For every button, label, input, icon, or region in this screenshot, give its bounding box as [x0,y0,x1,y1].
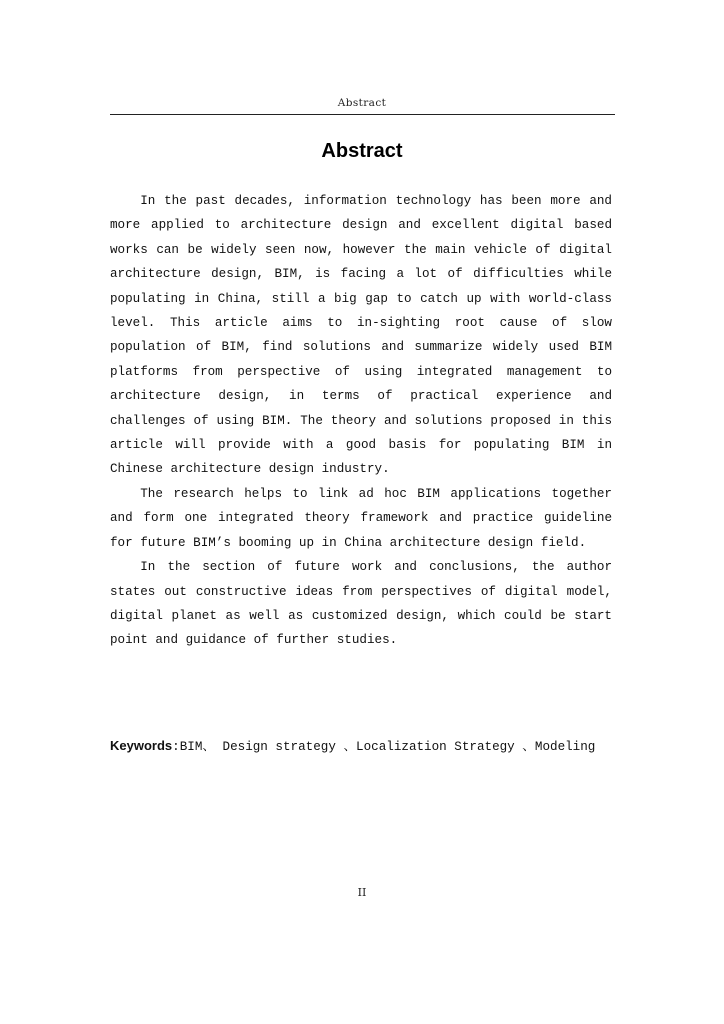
abstract-body [110,189,612,653]
header-rule [110,114,615,115]
abstract-paragraph-1: In the past decades, information technology has been more and more applied to architecture design and excellent digital based works can be widely seen now, however the main vehicle of digital architecture design, BIM, is facing a lot of difficulties while populating in China, still a big gap to catch up with world-class level. This article aims to in-sighting root cause of slow population of BIM, find solutions and summarize widely used BIM platforms from perspective of using integrated management to architecture design, in terms of practical experience and challenges of using BIM. The theory and solutions proposed in this article will provide with a good basis for populating BIM in Chinese architecture design industry. [110,194,612,477]
abstract-paragraph-2: The research helps to link ad hoc BIM applications together and form one integrated theory framework and practice guideline for future BIM’s booming up in China architecture design field. [110,486,612,550]
running-header: Abstract [337,97,387,109]
keywords-label: Keywords [110,738,173,753]
abstract-paragraph-3: In the section of future work and conclusions, the author states out constructive ideas from perspectives of digital model, digital planet as well as customized design, which could be start point and guidance of further studies. [110,560,612,648]
page-number: II [357,886,367,899]
keywords-text: :BIM、 Design strategy 、Localization Strategy 、Modeling [172,740,596,754]
keywords-line [110,735,614,754]
abstract-title: Abstract [321,140,403,162]
